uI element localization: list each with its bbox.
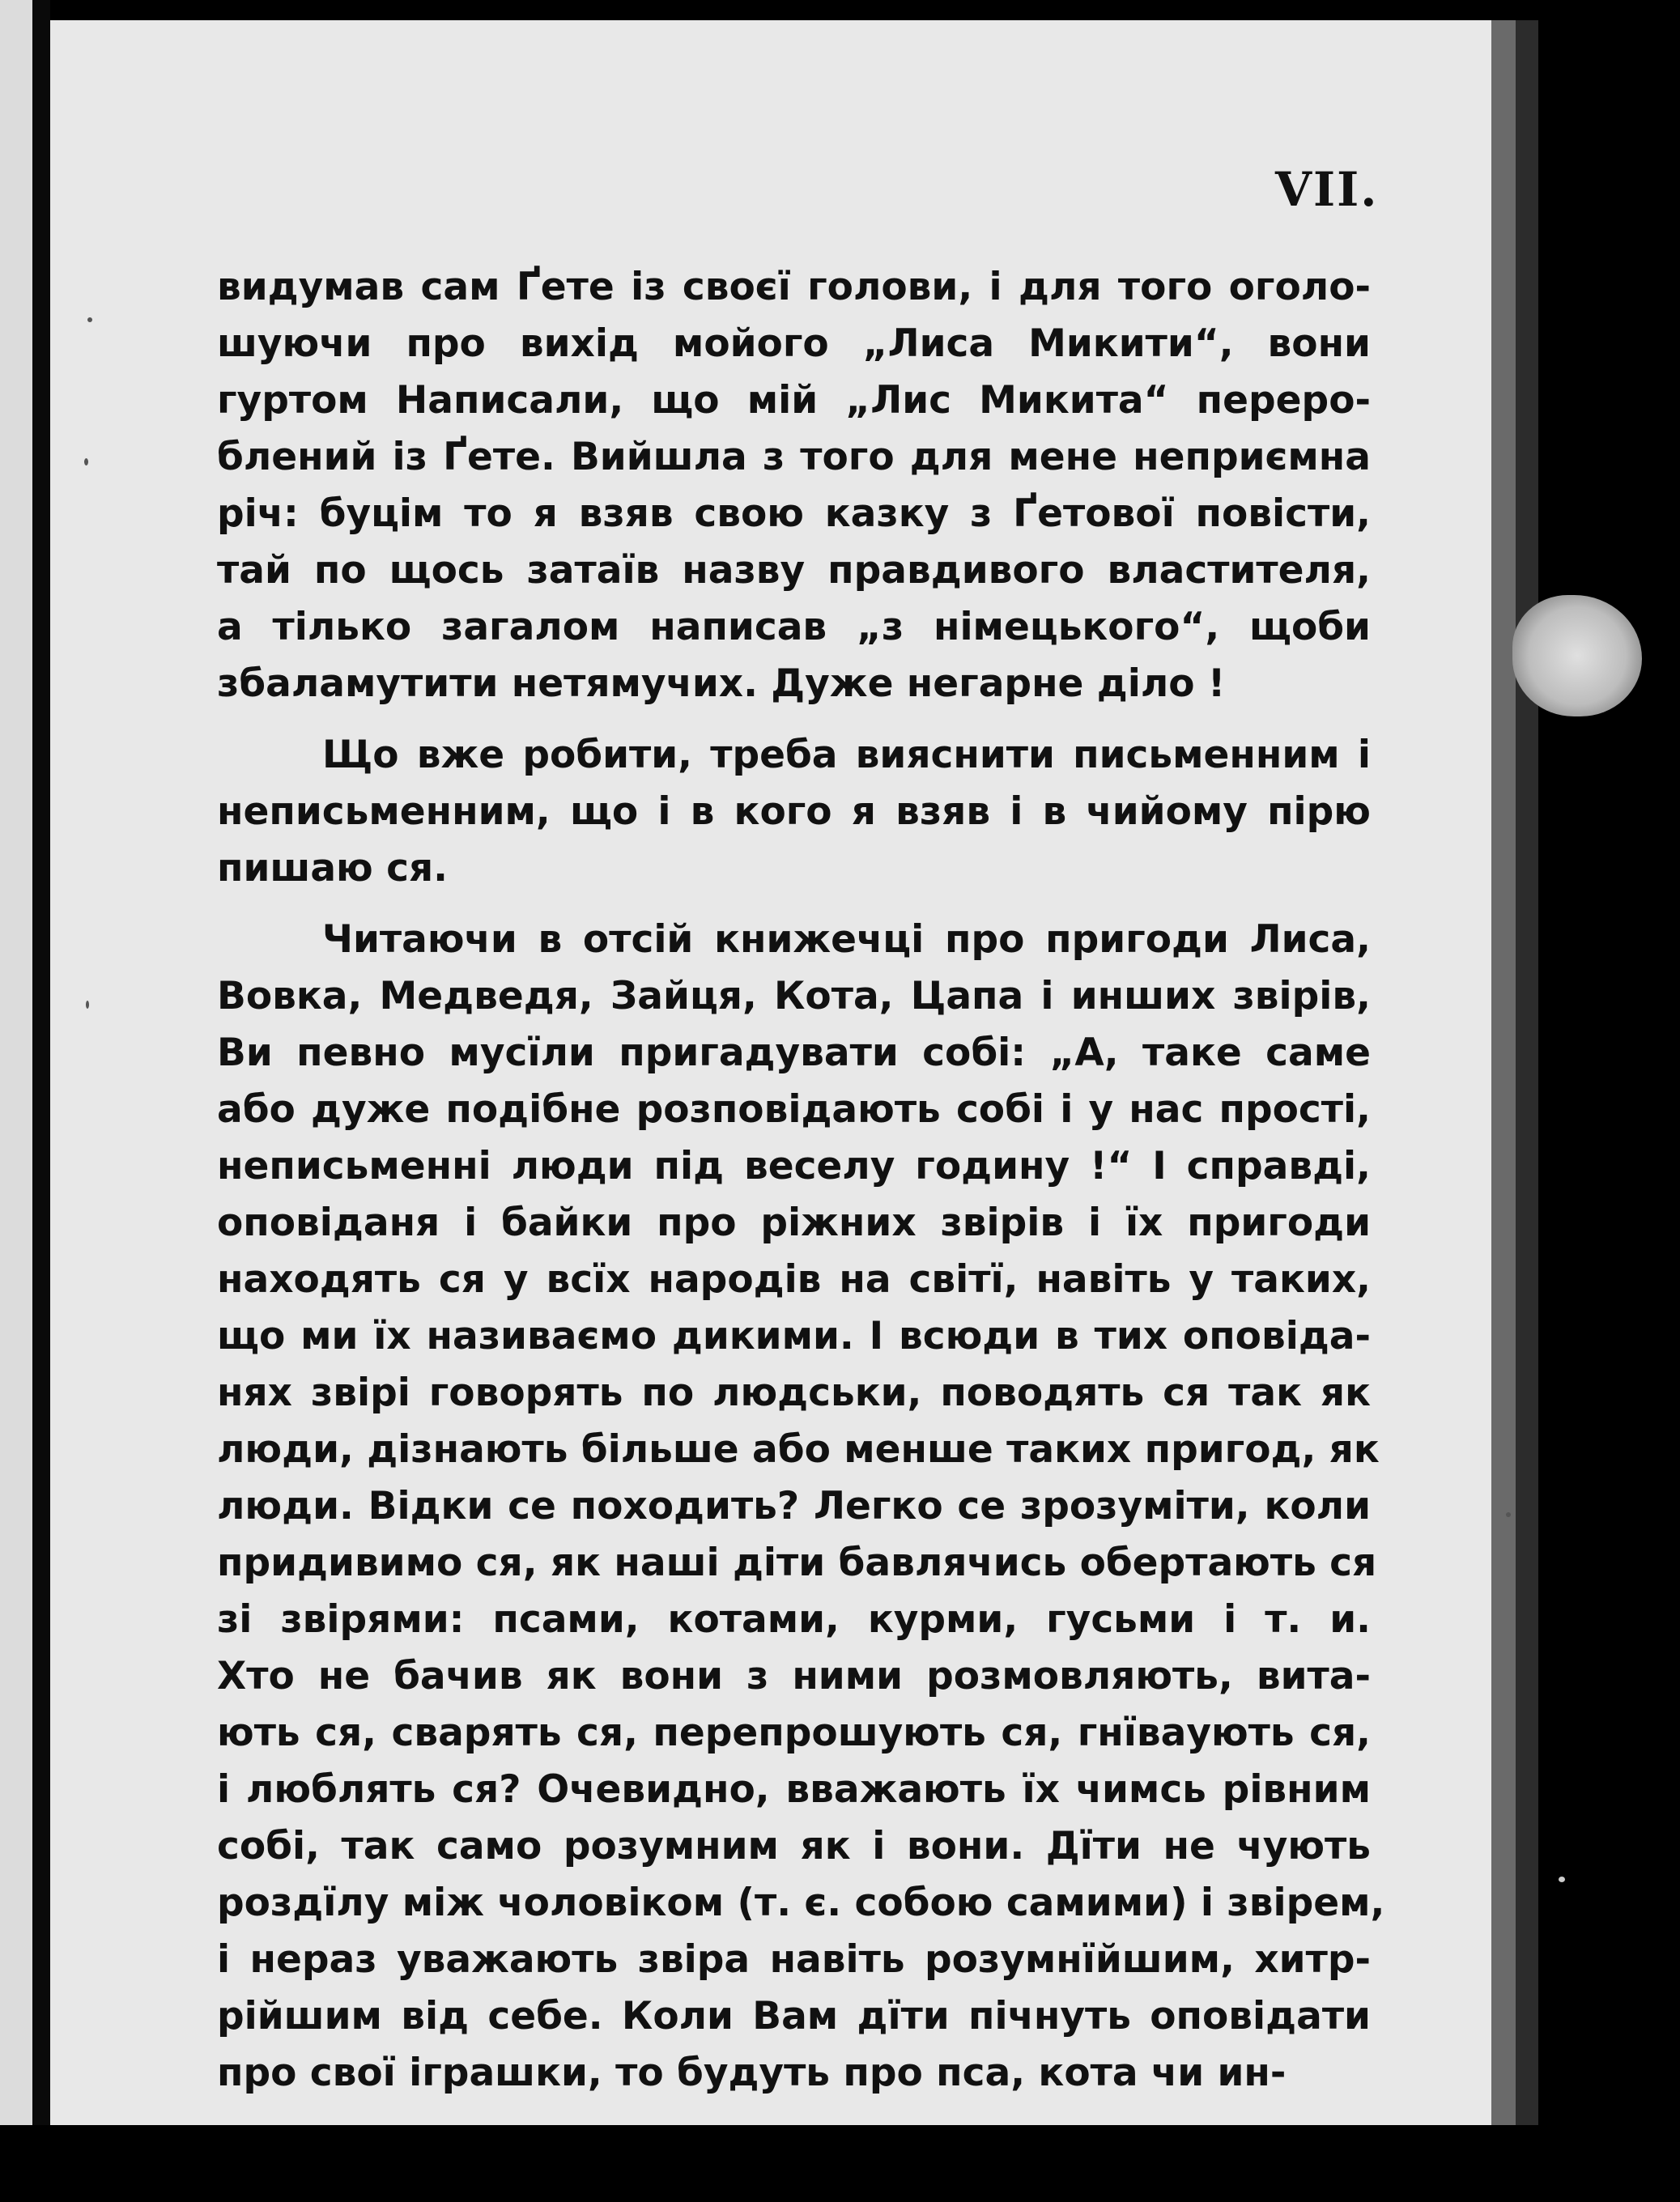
text-line: тай по щось затаїв назву правдивого властителя, [217,548,1371,593]
dust-speck [87,317,92,322]
text-line: про свої іграшки, то будуть про пса, кота чи ин- [217,2051,1287,2095]
page-stack-edge [1516,20,1538,2125]
text-line: неписьменним, що і в кого я взяв і в чийому пірю [217,789,1371,834]
text-line: річ: буцім то я взяв свою казку з Ґетової повісти, [217,491,1371,536]
text-line: блений із Ґете. Вийшла з того для мене неприємна [217,435,1371,479]
text-line: Вовка, Медведя, Зайця, Кота, Цапа і инших звірів, [217,974,1371,1018]
dust-speck [1506,1512,1511,1517]
page-number: VII. [1275,162,1379,217]
previous-page-sliver [0,0,32,2202]
paragraph [217,912,1385,2102]
text-line: нях звірі говорять по людськи, поводять ся так як [217,1371,1371,1415]
text-line: люди. Відки се походить? Легко се зрозуміти, коли [217,1484,1371,1528]
text-line: пишаю ся. [217,846,448,891]
text-line: придивимо ся, як наші діти бавлячись обертають ся [217,1541,1377,1585]
text-line: люди, дізнають більше або менше таких пригод, як [217,1427,1380,1472]
dust-speck [1559,1877,1565,1882]
text-line: збаламутити нетямучих. Дуже негарне діло ! [217,661,1226,706]
page-text-body [217,259,1385,2102]
text-line: находять ся у всїх народів на світї, навіть у таких, [217,1257,1371,1302]
text-line: Що вже робити, треба вияснити письменним і [322,733,1371,777]
dust-speck [84,458,88,465]
text-line: видумав сам Ґете із своєї голови, і для того оголо- [217,265,1371,309]
text-line: Хто не бачив як вони з ними розмовляють, вита- [217,1654,1371,1698]
text-line: рійшим від себе. Коли Вам дїти пічнуть оповідати [217,1994,1371,2038]
text-line: що ми їх називаємо дикими. І всюди в тих оповіда- [217,1314,1371,1358]
paragraph-gap [217,712,1371,727]
dust-speck [86,1001,89,1009]
text-line: і люблять ся? Очевидно, вважають їх чимсь рівним [217,1767,1371,1812]
paragraph [217,727,1371,897]
text-line: гуртом Написали, що мій „Лис Микита“ переро- [217,378,1371,423]
paragraph [217,259,1371,712]
text-line: або дуже подібне розповідають собі і у нас прості, [217,1087,1371,1132]
page-edge-shadow [1491,20,1516,2125]
text-line: Читаючи в отсій книжечці про пригоди Лиса, [322,917,1371,962]
text-line: а тілько загалом написав „з німецького“, щоби [217,605,1371,649]
text-line: неписьменні люди під веселу годину !“ І справді, [217,1144,1371,1188]
text-line: шуючи про вихід мойого „Лиса Микити“, вони [217,321,1371,366]
text-line: ють ся, сварять ся, перепрошують ся, гнїваують ся, [217,1711,1371,1755]
paper-damage-blot [1512,595,1642,716]
scan-bottom-border [0,2125,1680,2202]
binding-gutter [32,0,50,2202]
text-line: оповіданя і байки про ріжних звірів і їх пригоди [217,1201,1371,1245]
text-line: і нераз уважають звіра навіть розумнїйшим, хитр- [217,1937,1371,1982]
text-line: Ви певно мусїли пригадувати собі: „А, таке саме [217,1031,1371,1075]
text-line: роздїлу між чоловіком (т. є. собою самими) і звірем, [217,1881,1385,1925]
text-line: собі, так само розумним як і вони. Дїти не чують [217,1824,1371,1868]
paragraph-gap [217,897,1371,912]
text-line: зі звірями: псами, котами, курми, гусьми і т. и. [217,1597,1371,1642]
